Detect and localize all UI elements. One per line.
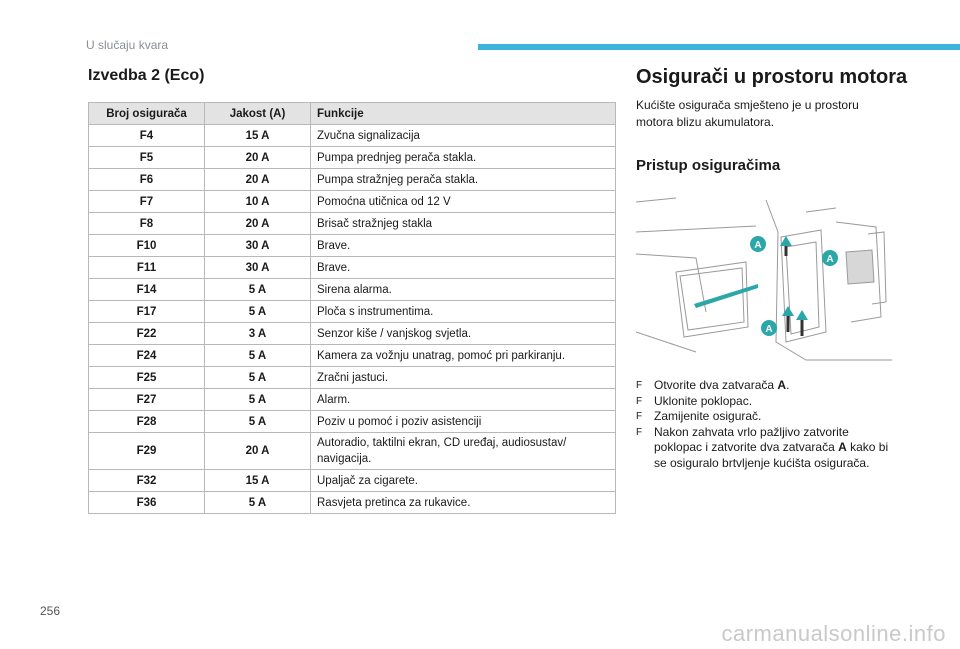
instruction-step xyxy=(636,394,900,410)
function-cell: Upaljač za cigarete. xyxy=(311,470,616,492)
amperage-cell: 5 A xyxy=(205,301,311,323)
watermark: carmanualsonline.info xyxy=(721,621,946,646)
table-row xyxy=(89,470,616,492)
amperage-cell: 3 A xyxy=(205,323,311,345)
amperage-cell: 10 A xyxy=(205,191,311,213)
fuse-number-cell: F28 xyxy=(89,411,205,433)
amperage-cell: 30 A xyxy=(205,257,311,279)
fuse-number-cell: F32 xyxy=(89,470,205,492)
bullet-icon: F xyxy=(636,395,643,407)
step-text: Otvorite dva zatvarača xyxy=(654,378,778,392)
function-cell: Zvučna signalizacija xyxy=(311,125,616,147)
step-text: Zamijenite osigurač. xyxy=(654,409,762,423)
fuse-number-cell: F25 xyxy=(89,367,205,389)
table-row xyxy=(89,191,616,213)
bullet-icon: F xyxy=(636,426,643,438)
step-emphasis: A xyxy=(777,378,787,392)
step-emphasis: A xyxy=(838,440,847,454)
function-cell: Pomoćna utičnica od 12 V xyxy=(311,191,616,213)
fuse-number-cell: F24 xyxy=(89,345,205,367)
access-subtitle: Pristup osiguračima xyxy=(636,157,781,174)
marker-a-2: A xyxy=(826,254,834,265)
fuse-number-cell: F36 xyxy=(89,492,205,514)
fuse-table-body xyxy=(89,125,616,514)
table-row xyxy=(89,389,616,411)
fuse-number-cell: F17 xyxy=(89,301,205,323)
section-header: U slučaju kvara xyxy=(86,38,169,52)
version-title: Izvedba 2 (Eco) xyxy=(88,67,205,84)
function-cell: Brisač stražnjeg stakla xyxy=(311,213,616,235)
table-row xyxy=(89,367,616,389)
table-row xyxy=(89,213,616,235)
function-cell: Zračni jastuci. xyxy=(311,367,616,389)
amperage-cell: 15 A xyxy=(205,125,311,147)
step-text-end: kako bi se osiguralo brtvljenje kućišta osigurača. xyxy=(654,440,889,470)
amperage-cell: 20 A xyxy=(205,169,311,191)
fuse-number-cell: F22 xyxy=(89,323,205,345)
table-header-row xyxy=(89,103,616,125)
table-row xyxy=(89,125,616,147)
table-row xyxy=(89,345,616,367)
instruction-step xyxy=(636,425,900,472)
amperage-cell: 20 A xyxy=(205,147,311,169)
function-cell: Poziv u pomoć i poziv asistenciji xyxy=(311,411,616,433)
fuse-number-cell: F14 xyxy=(89,279,205,301)
fuse-number-cell: F8 xyxy=(89,213,205,235)
table-row xyxy=(89,492,616,514)
step-text: Nakon zahvata vrlo pažljivo zatvorite poklopac i zatvorite dva zatvarača xyxy=(654,424,849,454)
fuse-box-illustration xyxy=(636,192,892,362)
amperage-cell: 20 A xyxy=(205,213,311,235)
amperage-cell: 5 A xyxy=(205,345,311,367)
fuse-number-cell: F27 xyxy=(89,389,205,411)
fuse-number-cell: F5 xyxy=(89,147,205,169)
table-row xyxy=(89,279,616,301)
header-accent-bar xyxy=(478,44,960,50)
function-cell: Kamera za vožnju unatrag, pomoć pri parkiranju. xyxy=(311,345,616,367)
engine-fuses-intro: Kućište osigurača smješteno je u prostoru motora blizu akumulatora. xyxy=(636,98,859,129)
table-row xyxy=(89,301,616,323)
page-number: 256 xyxy=(40,604,61,618)
instruction-step xyxy=(636,378,900,394)
amperage-cell: 15 A xyxy=(205,470,311,492)
fuse-table xyxy=(88,102,616,514)
table-row xyxy=(89,411,616,433)
amperage-cell: 5 A xyxy=(205,367,311,389)
table-row xyxy=(89,257,616,279)
function-cell: Brave. xyxy=(311,257,616,279)
header-fuse-number: Broj osigurača xyxy=(89,103,205,125)
fuse-number-cell: F29 xyxy=(89,433,205,470)
table-row xyxy=(89,235,616,257)
function-cell: Sirena alarma. xyxy=(311,279,616,301)
table-row xyxy=(89,169,616,191)
fuse-number-cell: F10 xyxy=(89,235,205,257)
amperage-cell: 5 A xyxy=(205,389,311,411)
amperage-cell: 20 A xyxy=(205,433,311,470)
instruction-list xyxy=(636,378,900,471)
function-cell: Autoradio, taktilni ekran, CD uređaj, audiosustav/ navigacija. xyxy=(311,433,616,470)
table-row xyxy=(89,433,616,470)
amperage-cell: 30 A xyxy=(205,235,311,257)
fuse-number-cell: F4 xyxy=(89,125,205,147)
fuse-number-cell: F7 xyxy=(89,191,205,213)
step-text-end: . xyxy=(786,378,790,392)
table-row xyxy=(89,147,616,169)
fuse-number-cell: F11 xyxy=(89,257,205,279)
function-cell: Brave. xyxy=(311,235,616,257)
amperage-cell: 5 A xyxy=(205,411,311,433)
header-functions: Funkcije xyxy=(311,103,616,125)
header-amperage: Jakost (A) xyxy=(205,103,311,125)
marker-a-1: A xyxy=(754,240,762,251)
instruction-step xyxy=(636,409,900,425)
engine-fuses-title: Osigurači u prostoru motora xyxy=(636,66,908,88)
marker-a-3: A xyxy=(765,324,773,335)
bullet-icon: F xyxy=(636,411,643,422)
fuse-number-cell: F6 xyxy=(89,169,205,191)
table-row xyxy=(89,323,616,345)
function-cell: Pumpa stražnjeg perača stakla. xyxy=(311,169,616,191)
bullet-icon: F xyxy=(636,380,643,391)
function-cell: Alarm. xyxy=(311,389,616,411)
function-cell: Pumpa prednjeg perača stakla. xyxy=(311,147,616,169)
function-cell: Rasvjeta pretinca za rukavice. xyxy=(311,492,616,514)
amperage-cell: 5 A xyxy=(205,279,311,301)
step-text: Uklonite poklopac. xyxy=(654,393,753,408)
function-cell: Ploča s instrumentima. xyxy=(311,301,616,323)
function-cell: Senzor kiše / vanjskog svjetla. xyxy=(311,323,616,345)
amperage-cell: 5 A xyxy=(205,492,311,514)
